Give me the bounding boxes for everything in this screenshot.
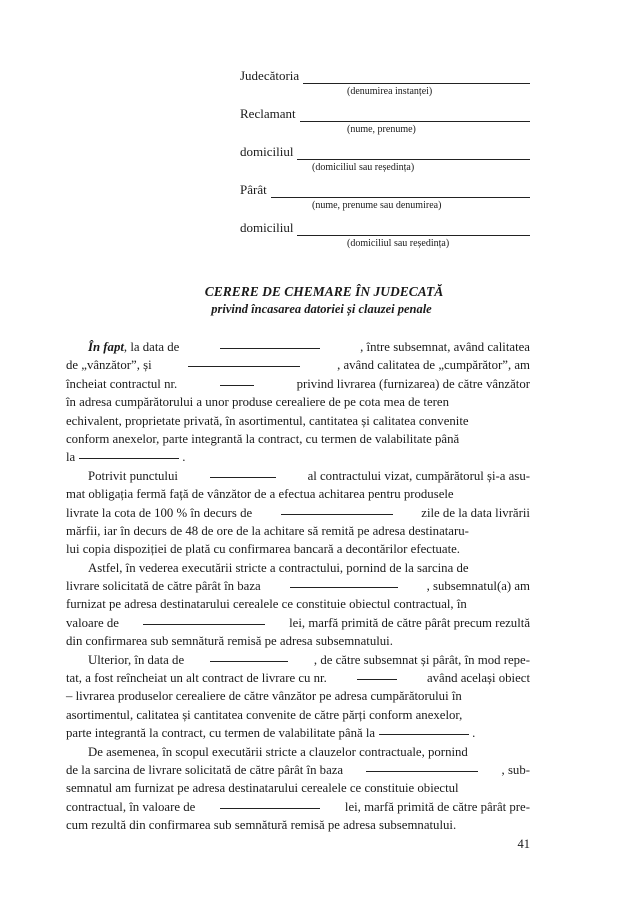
text-run: mat obligația fermă față de vânzător de a efectua achitarea pentru produsele: [66, 487, 454, 502]
text-run: , la data de: [123, 340, 180, 354]
text-run: .: [472, 726, 476, 741]
text-run: semnatul am furnizat pe adresa destinatarului cerealele ce constituie obiectul: [66, 781, 459, 796]
text-run: contractual, în valoare de: [66, 799, 196, 814]
field-judecatoria: [240, 68, 530, 98]
text-line: [66, 485, 530, 503]
text-run: al contractului vizat, cumpărătorul și-a asu-: [307, 468, 530, 483]
text-run: .: [182, 450, 186, 465]
fill-in-blank[interactable]: [357, 669, 397, 680]
text-line: [66, 504, 530, 522]
field-label: domiciliul: [240, 144, 294, 159]
fill-in-blank[interactable]: [188, 356, 300, 367]
field-label: Judecătoria: [240, 68, 300, 83]
text-run: Ulterior, în data de: [88, 652, 185, 667]
document-body: [66, 338, 530, 835]
text-run: Astfel, în vederea executării stricte a contractului, pornind de la sarcina de: [88, 560, 469, 575]
field-reclamant: [240, 106, 530, 136]
text-run: valoare de: [66, 615, 119, 630]
text-run: conform anexelor, parte integrantă la contract, cu termen de valabilitate până: [66, 431, 460, 446]
text-line: [66, 393, 530, 411]
text-line: [66, 687, 530, 705]
text-line: [66, 798, 530, 816]
fill-in-blank[interactable]: [210, 467, 276, 478]
text-line: [66, 430, 530, 448]
text-line: [66, 761, 530, 779]
fill-in-blank[interactable]: [366, 761, 478, 772]
text-run: Potrivit punctului: [88, 468, 178, 483]
document-title: CERERE DE CHEMARE ÎN JUDECATĂ: [204, 284, 444, 299]
fill-in-blank[interactable]: [143, 614, 265, 625]
text-run: tat, a fost reîncheiat un alt contract de livrare cu nr.: [66, 671, 327, 686]
fill-in-blank[interactable]: [220, 375, 254, 386]
fill-in-blank[interactable]: [379, 724, 469, 735]
fill-line[interactable]: [297, 224, 530, 236]
text-line: [66, 724, 530, 742]
fill-in-blank[interactable]: [290, 577, 398, 588]
text-run: în adresa cumpărătorului a unor produse cerealiere de pe cota mea de teren: [66, 395, 450, 410]
text-run: , de către subsemnat și pârât, în mod repe-: [313, 652, 530, 667]
text-run: parte integrantă la contract, cu termen de valabilitate până la: [66, 726, 376, 741]
field-label: domiciliul: [240, 220, 294, 235]
text-run: De asemenea, în scopul executării stricte a clauzelor contractuale, pornind: [88, 744, 468, 759]
page-number: 41: [517, 837, 530, 851]
text-run-group: [88, 338, 179, 356]
fill-line[interactable]: [300, 110, 530, 122]
fill-in-blank[interactable]: [210, 651, 288, 662]
text-run: , subsemnatul(a) am: [426, 579, 530, 594]
text-run: , sub-: [501, 762, 530, 777]
text-line: [66, 816, 530, 834]
text-line: [66, 779, 530, 797]
text-line: [66, 338, 530, 356]
lead-phrase: În fapt: [88, 340, 124, 354]
text-run: privind livrarea (furnizarea) de către vânzător: [296, 376, 530, 391]
text-line: [66, 706, 530, 724]
text-line: [66, 669, 530, 687]
text-line: [66, 356, 530, 374]
fill-in-blank[interactable]: [79, 448, 179, 459]
fill-line[interactable]: [297, 148, 530, 160]
text-run: – livrarea produselor cerealiere de către vânzător pe adresa cumpărătorului în: [66, 689, 462, 704]
field-hint: (nume, prenume): [347, 124, 416, 135]
text-run: lei, marfă primită de către pârât pre-: [344, 799, 530, 814]
field-label: Pârât: [240, 182, 267, 197]
text-run: din confirmarea sub semnătură remisă pe adresa subsemnatului.: [66, 634, 393, 649]
text-run: asortimentul, calitatea și cantitatea convenite de către părți conform anexelor,: [66, 707, 463, 722]
text-run: lei, marfă primită de către pârât precum rezultă: [289, 615, 530, 630]
fill-line[interactable]: [271, 186, 530, 198]
document-subtitle: privind încasarea datoriei și clauzei penale: [211, 302, 432, 316]
field-hint: (denumirea instanței): [347, 86, 433, 97]
text-line: [66, 467, 530, 485]
field-domiciliul-parat: [240, 220, 530, 250]
text-run: zile de la data livrării: [421, 505, 530, 520]
text-run: de la sarcina de livrare solicitată de către pârât în baza: [66, 762, 344, 777]
fill-line[interactable]: [303, 72, 530, 84]
field-hint: (nume, prenume sau denumirea): [312, 200, 442, 211]
text-line: [66, 651, 530, 669]
text-line: [66, 577, 530, 595]
text-run: de „vânzător”, și: [66, 358, 152, 373]
text-line: [66, 540, 530, 558]
field-hint: (domiciliul sau reședința): [312, 162, 415, 173]
text-run: echivalent, proprietate privată, în asortimentul, cantitatea și calitatea convenite: [66, 413, 469, 428]
text-run: livrate la cota de 100 % în decurs de: [66, 505, 253, 520]
text-line: [66, 743, 530, 761]
fill-in-blank[interactable]: [220, 338, 320, 349]
text-line: [66, 375, 530, 393]
text-line: [66, 522, 530, 540]
text-run: mărfii, iar în decurs de 48 de ore de la achitare să remită pe adresa destinataru-: [66, 523, 469, 538]
text-run: încheiat contractul nr.: [66, 376, 178, 391]
text-run: având același obiect: [426, 671, 530, 686]
fill-in-blank[interactable]: [281, 504, 393, 515]
text-run: , între subsemnat, având calitatea: [360, 340, 530, 354]
field-hint: (domiciliul sau reședința): [347, 238, 450, 249]
text-run: , având calitatea de „cumpărător”, am: [337, 358, 530, 373]
field-label: Reclamant: [240, 106, 296, 121]
text-line: [66, 559, 530, 577]
text-line: [66, 614, 530, 632]
text-run: cum rezultă din confirmarea sub semnătură remisă pe adresa subsemnatului.: [66, 818, 457, 833]
text-run: la: [66, 450, 76, 465]
field-domiciliul-reclamant: [240, 144, 530, 174]
fill-in-blank[interactable]: [220, 798, 320, 809]
text-line: [66, 448, 530, 466]
text-line: [66, 412, 530, 430]
text-run: livrare solicitată de către pârât în baza: [66, 579, 261, 594]
text-run: lui copia dispoziției de plată cu confirmarea bancară a decontărilor efectuate.: [66, 542, 461, 557]
text-line: [66, 595, 530, 613]
text-line: [66, 632, 530, 650]
field-parat: [240, 182, 530, 212]
text-run: furnizat pe adresa destinatarului cerealele ce constituie obiectul contractual, în: [66, 597, 467, 612]
